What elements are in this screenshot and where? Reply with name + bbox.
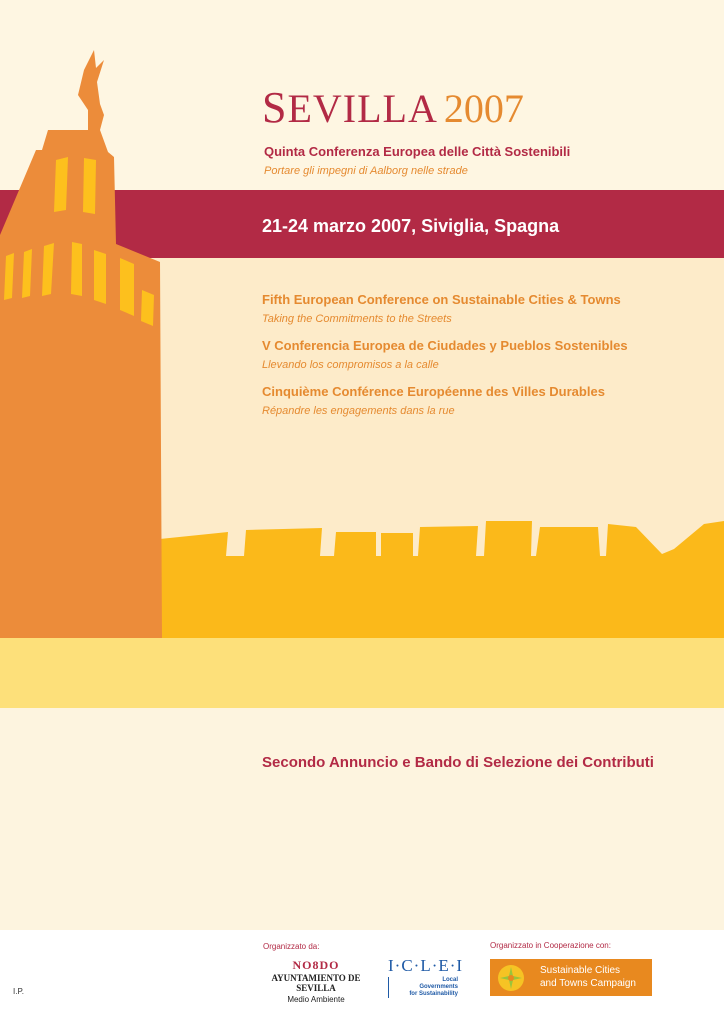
ayuntamiento-dept: Medio Ambiente	[287, 995, 345, 1004]
tower-window	[71, 242, 82, 296]
tagline-es: Llevando los compromisos a la calle	[262, 359, 439, 371]
iclei-line: Local	[442, 977, 458, 983]
title-initial: S	[262, 83, 288, 132]
ayuntamiento-logo	[262, 958, 370, 1004]
campaign-flower-icon	[496, 963, 526, 993]
campaign-name	[540, 964, 636, 990]
campaign-line: Sustainable Cities	[540, 965, 621, 976]
iclei-tagline	[388, 977, 458, 998]
tower-window	[120, 258, 134, 316]
iclei-line: Governments	[419, 984, 458, 990]
cooperation-label: Organizzato in Cooperazione con:	[490, 941, 611, 950]
skyline-shape	[150, 521, 724, 638]
tower-window	[141, 290, 154, 326]
event-dates: 21-24 marzo 2007, Siviglia, Spagna	[262, 216, 560, 236]
organized-by-label: Organizzato da:	[263, 942, 320, 951]
tower-window	[54, 157, 68, 212]
iclei-line: for Sustainability	[409, 991, 458, 997]
title-year: 2007	[443, 86, 524, 131]
ip-mark: I.P.	[13, 987, 24, 996]
tagline-en: Taking the Commitments to the Streets	[262, 313, 452, 325]
tower-window	[94, 250, 106, 304]
ayuntamiento-name: AYUNTAMIENTO DE SEVILLA	[271, 973, 361, 993]
conference-title-it: Quinta Conferenza Europea delle Città Sostenibili	[264, 144, 571, 159]
announcement-area	[0, 708, 724, 930]
tower-shape	[0, 50, 162, 638]
event-title	[262, 82, 524, 133]
tagline-it: Portare gli impegni di Aalborg nelle strade	[264, 165, 468, 177]
yellow-band	[0, 638, 724, 708]
sustainable-cities-logo	[490, 959, 652, 996]
iclei-logo	[388, 956, 464, 998]
conference-title-fr: Cinquième Conférence Européenne des Villes Durables	[262, 384, 605, 399]
announcement-heading: Secondo Annuncio e Bando di Selezione dei Contributi	[262, 754, 654, 771]
tagline-fr: Répandre les engagements dans la rue	[262, 405, 455, 417]
conference-title-en: Fifth European Conference on Sustainable Cities & Towns	[262, 292, 621, 307]
iclei-mark: I·C·L·E·I	[388, 956, 464, 975]
nodo-mark: NO8DO	[292, 958, 340, 972]
title-name: EVILLA	[287, 86, 438, 131]
tower-window	[83, 158, 96, 214]
campaign-line: and Towns Campaign	[540, 978, 636, 989]
conference-title-es: V Conferencia Europea de Ciudades y Pueblos Sostenibles	[262, 338, 628, 353]
